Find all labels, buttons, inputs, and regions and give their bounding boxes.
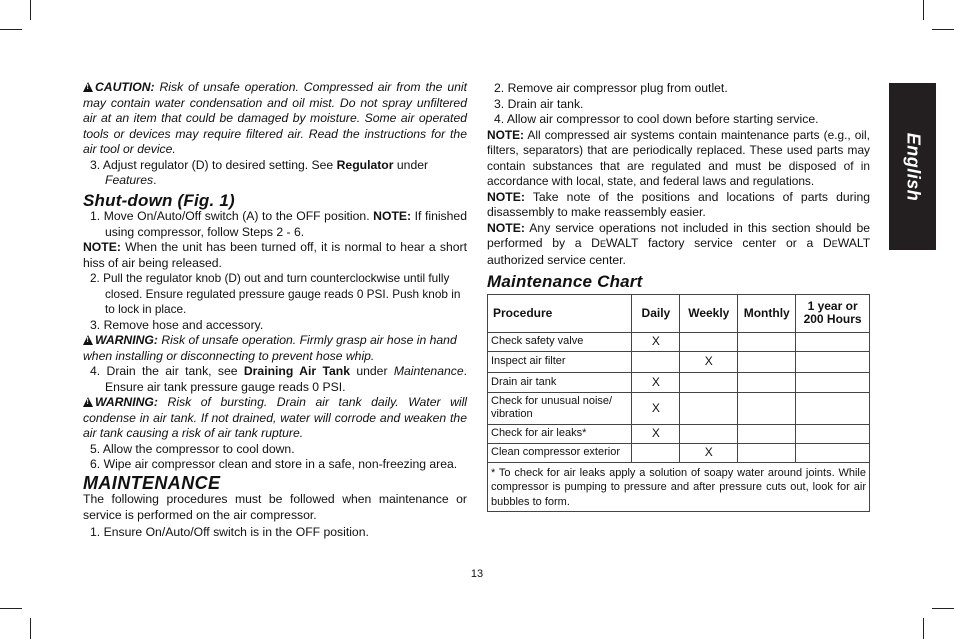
step-number: 3. bbox=[90, 317, 101, 332]
table-row bbox=[488, 332, 870, 351]
note-text: Any service operations not included in this section should be performed by a bbox=[487, 220, 871, 250]
procedure-cell: Check for air leaks* bbox=[488, 424, 632, 443]
table-row bbox=[488, 372, 870, 392]
table-footnote: * To check for air leaks apply a solution of soapy water around joints. While compressor is pumping to pressure and after pressure cuts out, look for air bubbles to form. bbox=[488, 462, 870, 512]
weekly-cell bbox=[680, 372, 738, 392]
step-text: Remove air compressor plug from outlet. bbox=[507, 81, 728, 95]
brand-name bbox=[823, 236, 870, 250]
brand-letter: D bbox=[591, 236, 600, 250]
warning-label: WARNING: bbox=[95, 395, 158, 409]
warning-text: Risk of unsafe operation. Firmly grasp air hose in hand when installing or disconnecting to prevent hose whip. bbox=[83, 333, 457, 363]
column-header-daily: Daily bbox=[632, 294, 680, 332]
note-text: When the unit has been turned off, it is normal to hear a short hiss of air being released. bbox=[83, 240, 467, 270]
step-number: 4. bbox=[90, 364, 101, 378]
yearly-cell bbox=[796, 443, 870, 462]
weekly-cell: X bbox=[680, 351, 738, 372]
step-number: 6. bbox=[90, 457, 101, 471]
daily-cell bbox=[632, 351, 680, 372]
maintenance-step-1 bbox=[83, 525, 467, 541]
brand-name bbox=[591, 236, 638, 250]
yearly-cell bbox=[796, 372, 870, 392]
crop-mark bbox=[30, 618, 31, 639]
column-header-yearly: 1 year or 200 Hours bbox=[796, 294, 870, 332]
step-text: Allow the compressor to cool down. bbox=[102, 441, 295, 456]
step-text: Drain the air tank, see bbox=[106, 364, 238, 378]
daily-cell: X bbox=[632, 392, 680, 424]
monthly-cell bbox=[738, 332, 796, 351]
step-text: Wipe air compressor clean and store in a safe, non-freezing area. bbox=[103, 457, 458, 471]
crop-mark bbox=[0, 29, 22, 30]
shutdown-step-4 bbox=[83, 364, 467, 395]
shutdown-step-2 bbox=[83, 271, 467, 318]
table-row bbox=[488, 424, 870, 443]
step-number: 1. bbox=[90, 525, 101, 539]
maintenance-step-2 bbox=[487, 81, 870, 97]
step-bold-ref: Regulator bbox=[336, 157, 394, 172]
maintenance-heading: MAINTENANCE bbox=[83, 472, 221, 493]
step-number: 5. bbox=[90, 441, 101, 456]
yearly-cell bbox=[796, 332, 870, 351]
crop-mark bbox=[30, 0, 31, 20]
language-tab-label: English bbox=[903, 132, 923, 201]
maintenance-step-4 bbox=[487, 112, 870, 128]
warning-notice-1 bbox=[83, 333, 467, 364]
step-text: Ensure On/Auto/Off switch is in the OFF position. bbox=[103, 525, 369, 539]
step-text: under bbox=[356, 364, 388, 378]
note-label: NOTE: bbox=[487, 220, 525, 235]
right-column bbox=[487, 81, 870, 512]
note-text: If finished using compressor, follow Steps 2 - 6. bbox=[105, 209, 467, 239]
table-row bbox=[488, 443, 870, 462]
shutdown-note bbox=[83, 240, 467, 271]
caution-label: CAUTION: bbox=[95, 80, 155, 94]
warning-triangle-icon bbox=[83, 335, 93, 345]
table-row bbox=[488, 351, 870, 372]
weekly-cell bbox=[680, 332, 738, 351]
daily-cell: X bbox=[632, 372, 680, 392]
brand-letter: WALT bbox=[606, 236, 639, 250]
shutdown-step-3 bbox=[83, 318, 467, 334]
procedure-cell: Clean compressor exterior bbox=[488, 443, 632, 462]
brand-letter: E bbox=[599, 239, 606, 249]
warning-notice-2 bbox=[83, 395, 467, 442]
note-text: Take note of the positions and locations of parts during disassembly to make reassembly easier. bbox=[487, 189, 870, 219]
yearly-cell bbox=[796, 351, 870, 372]
maintenance-step-3 bbox=[487, 97, 870, 113]
shutdown-heading: Shut-down (Fig. 1) bbox=[83, 190, 235, 210]
step-3 bbox=[83, 158, 467, 189]
yearly-cell bbox=[796, 392, 870, 424]
step-text: Adjust regulator (D) to desired setting. See bbox=[102, 157, 334, 172]
weekly-cell: X bbox=[680, 443, 738, 462]
warning-text: Risk of bursting. Drain air tank daily. Water will condense in air tank. If not drained, water will corrode and weaken the air tank causing a risk of air tank rupture. bbox=[83, 395, 468, 440]
note-text: authorized service center. bbox=[487, 252, 626, 267]
table-header-row bbox=[488, 294, 870, 332]
step-italic-ref: Features bbox=[105, 173, 154, 187]
table-row bbox=[488, 392, 870, 424]
step-text: Move On/Auto/Off switch (A) to the OFF position. bbox=[103, 209, 370, 223]
maintenance-chart-heading: Maintenance Chart bbox=[487, 272, 643, 291]
language-tab bbox=[889, 83, 936, 250]
step-text: . bbox=[153, 173, 157, 187]
step-number: 1. bbox=[90, 209, 101, 223]
warning-label: WARNING: bbox=[95, 333, 158, 347]
monthly-cell bbox=[738, 351, 796, 372]
warning-triangle-icon bbox=[83, 397, 93, 407]
weekly-cell bbox=[680, 424, 738, 443]
column-header-monthly: Monthly bbox=[738, 294, 796, 332]
step-number: 4. bbox=[494, 112, 505, 126]
table-footnote-row bbox=[488, 462, 870, 512]
left-column bbox=[83, 80, 467, 541]
caution-notice bbox=[83, 80, 467, 158]
daily-cell bbox=[632, 443, 680, 462]
column-header-weekly: Weekly bbox=[680, 294, 738, 332]
note-service bbox=[487, 221, 870, 269]
weekly-cell bbox=[680, 392, 738, 424]
step-text: . Ensure air tank pressure gauge reads 0 PSI. bbox=[105, 364, 468, 394]
step-text: Remove hose and accessory. bbox=[103, 317, 264, 332]
shutdown-step-6 bbox=[83, 457, 467, 473]
step-text: Drain air tank. bbox=[507, 96, 584, 111]
monthly-cell bbox=[738, 424, 796, 443]
procedure-cell: Inspect air filter bbox=[488, 351, 632, 372]
step-text: Pull the regulator knob (D) out and turn counterclockwise until fully closed. Ensure regulated pressure gauge reads 0 PSI. Push knob in to lock in place. bbox=[103, 271, 461, 316]
shutdown-step-1 bbox=[83, 209, 467, 240]
note-positions bbox=[487, 190, 870, 221]
daily-cell: X bbox=[632, 424, 680, 443]
note-text: factory service center or a bbox=[647, 236, 814, 250]
monthly-cell bbox=[738, 372, 796, 392]
step-italic-ref: Maintenance bbox=[393, 364, 464, 378]
note-disposal bbox=[487, 128, 870, 190]
crop-mark bbox=[923, 0, 924, 20]
step-bold-ref: Draining Air Tank bbox=[243, 364, 350, 378]
note-label: NOTE: bbox=[83, 240, 121, 254]
step-text: Allow air compressor to cool down before starting service. bbox=[506, 112, 819, 126]
maintenance-chart-table bbox=[487, 294, 870, 513]
crop-mark bbox=[932, 608, 954, 609]
crop-mark bbox=[923, 618, 924, 639]
procedure-cell: Drain air tank bbox=[488, 372, 632, 392]
note-label: NOTE: bbox=[487, 127, 524, 142]
step-number: 3. bbox=[90, 157, 101, 172]
caution-text: Risk of unsafe operation. Compressed air from the unit may contain water condensation and oil mist. Do not spray unfiltered air at an item that could be damaged by moisture. Some air operated tools or devices may require filtered air. Read the instructions for the air tool or device. bbox=[83, 80, 467, 156]
monthly-cell bbox=[738, 392, 796, 424]
procedure-cell: Check safety valve bbox=[488, 332, 632, 351]
procedure-cell: Check for unusual noise/ vibration bbox=[488, 392, 632, 424]
brand-letter: D bbox=[822, 236, 832, 250]
brand-letter: WALT bbox=[837, 236, 870, 250]
note-label: NOTE: bbox=[487, 189, 525, 204]
step-number: 3. bbox=[494, 96, 505, 111]
column-header-procedure: Procedure bbox=[488, 294, 632, 332]
crop-mark bbox=[932, 29, 954, 30]
crop-mark bbox=[0, 608, 22, 609]
step-number: 2. bbox=[90, 271, 100, 285]
note-text: All compressed air systems contain maintenance parts (e.g., oil, filters, separators) that are periodically replaced. These used parts may contain substances that are regulated and must be disposed of in accordance with local, state, and federal laws and regulations. bbox=[487, 127, 870, 188]
page-number: 13 bbox=[470, 568, 484, 580]
step-text: under bbox=[396, 157, 429, 172]
shutdown-step-5 bbox=[83, 442, 467, 458]
maintenance-intro: The following procedures must be followed when maintenance or service is performed on the air compressor. bbox=[83, 492, 467, 522]
yearly-cell bbox=[796, 424, 870, 443]
note-label: NOTE: bbox=[373, 209, 412, 223]
warning-triangle-icon bbox=[83, 82, 93, 92]
daily-cell: X bbox=[632, 332, 680, 351]
step-number: 2. bbox=[494, 81, 505, 95]
brand-letter: E bbox=[831, 239, 838, 249]
monthly-cell bbox=[738, 443, 796, 462]
